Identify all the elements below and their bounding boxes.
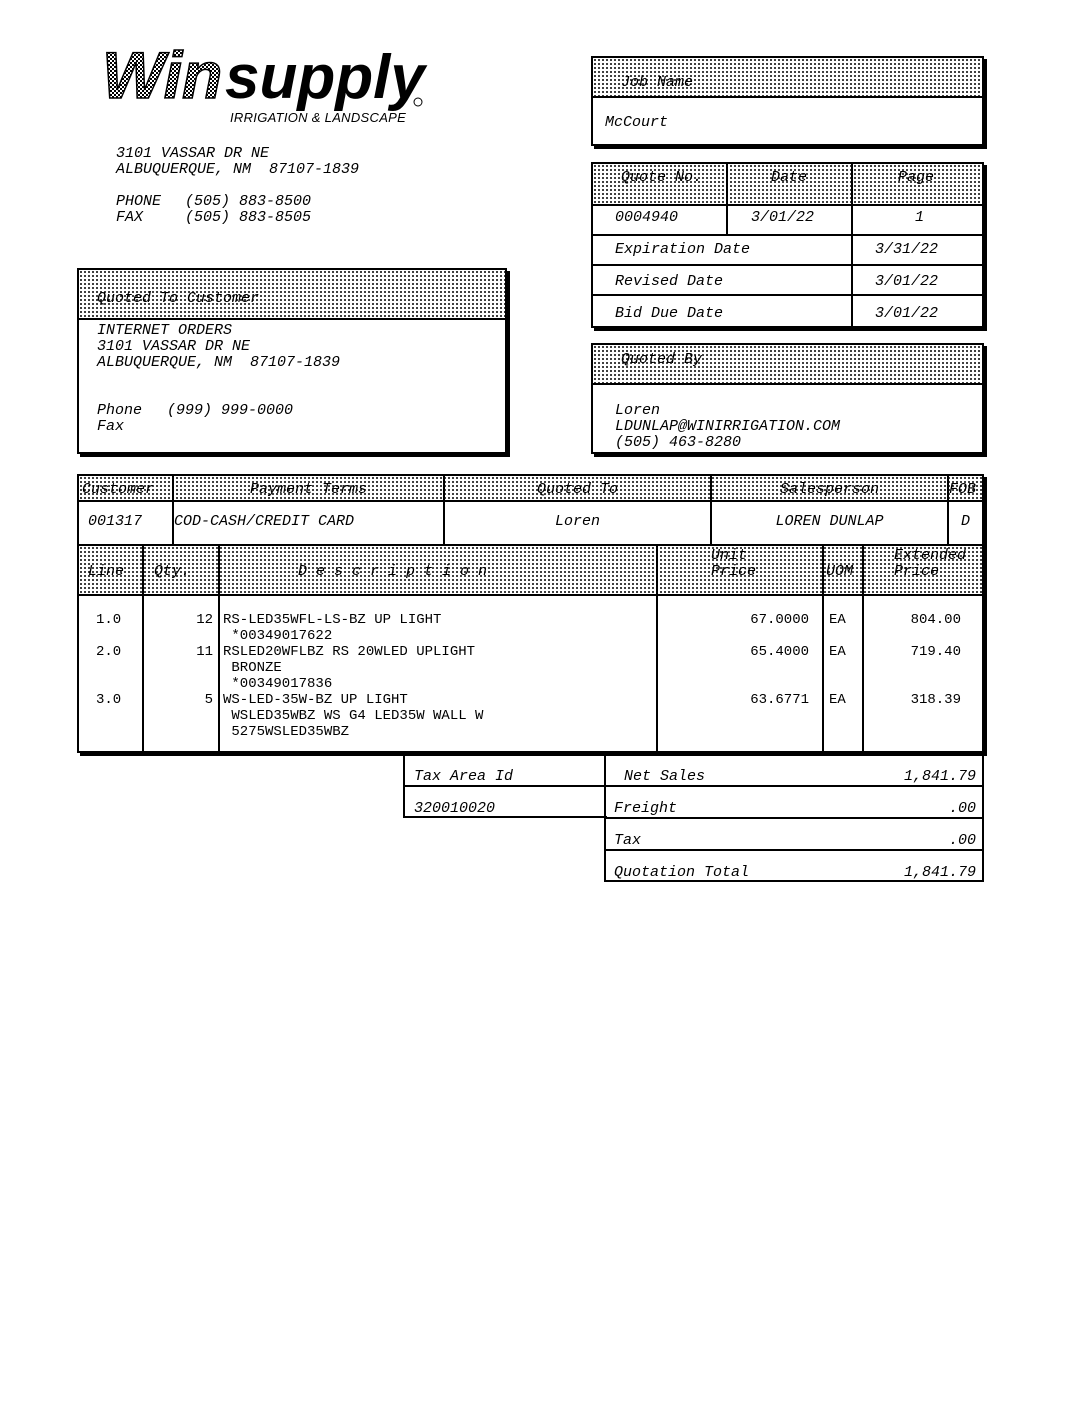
info-value-quoted-to: Loren [554, 513, 600, 530]
customer-phone-label: Phone [97, 402, 143, 419]
quotation-total-label: Quotation Total [614, 864, 750, 881]
info-header-quoted-to: Quoted To [536, 481, 618, 498]
items-header-qty: Qty. [154, 563, 191, 580]
company-fax: (505) 883-8505 [185, 209, 312, 226]
quoted-by-box [591, 343, 984, 454]
quote-no-value: 0004940 [615, 209, 679, 226]
item-1-desc-1: RS-LED35WFL-LS-BZ UP LIGHT [223, 612, 442, 628]
quoted-by-phone: (505) 463-8280 [615, 434, 742, 451]
quote-no-label: Quote No. [621, 169, 703, 186]
quoted-to-customer-label: Quoted To Customer [97, 290, 260, 307]
items-header-description: D e s c r i p t i o n [297, 563, 488, 580]
items-header-ext-price-2: Price [894, 563, 940, 580]
quote-page-value: 1 [915, 209, 925, 226]
item-2-uom: EA [829, 644, 846, 660]
expiration-label: Expiration Date [615, 241, 751, 258]
item-3-qty: 5 [204, 692, 213, 708]
tax-area-label: Tax Area Id [414, 768, 514, 785]
item-2-desc-3: *00349017836 [223, 676, 333, 692]
items-header-uom: UOM [826, 563, 854, 580]
quote-date-value: 3/01/22 [751, 209, 815, 226]
company-address-2: ALBUQUERQUE, NM 87107-1839 [116, 161, 360, 178]
info-value-salesperson: LOREN DUNLAP [775, 513, 884, 530]
item-1-desc-2: *00349017622 [223, 628, 333, 644]
quote-page-label: Page [898, 169, 935, 186]
item-1-line: 1.0 [96, 612, 122, 628]
item-2-qty: 11 [196, 644, 213, 660]
quote-info-box [591, 162, 984, 328]
customer-address-2: ALBUQUERQUE, NM 87107-1839 [97, 354, 341, 371]
item-3-desc-2: WSLED35WBZ WS G4 LED35W WALL W [223, 708, 484, 724]
item-2-line: 2.0 [96, 644, 122, 660]
freight-label: Freight [614, 800, 678, 817]
items-header-ext-price-1: Extended [894, 547, 967, 564]
customer-phone: (999) 999-0000 [167, 402, 294, 419]
item-3-desc-1: WS-LED-35W-BZ UP LIGHT [223, 692, 408, 708]
quotation-total-value: 1,841.79 [903, 864, 976, 881]
company-address-1: 3101 VASSAR DR NE [116, 145, 270, 162]
job-name-value: McCourt [605, 114, 669, 131]
company-fax-label: FAX [116, 209, 144, 226]
net-sales-value: 1,841.79 [903, 768, 976, 785]
info-value-customer: 001317 [88, 513, 143, 530]
info-header-customer: Customer [82, 481, 155, 498]
item-3-unit-price: 63.6771 [750, 692, 809, 708]
items-header-unit-price-1: Unit [711, 547, 748, 564]
item-2-ext: 719.40 [910, 644, 961, 660]
totals-box [604, 754, 984, 882]
quote-date-label: Date [771, 169, 808, 186]
item-1-uom: EA [829, 612, 846, 628]
company-phone: (505) 883-8500 [185, 193, 312, 210]
company-tagline: IRRIGATION & LANDSCAPE [230, 110, 407, 125]
items-header-unit-price-2: Price [711, 563, 757, 580]
info-header-payment-terms: Payment Terms [249, 481, 368, 498]
expiration-value: 3/31/22 [875, 241, 939, 258]
company-phone-label: PHONE [116, 193, 162, 210]
net-sales-label: Net Sales [624, 768, 706, 785]
item-2-desc-2: BRONZE [223, 660, 282, 676]
info-row-table [77, 474, 984, 546]
customer-fax-label: Fax [97, 418, 125, 435]
items-header-line: Line [88, 563, 125, 580]
line-items-table [77, 544, 984, 753]
quoted-to-customer-box [77, 268, 507, 454]
job-name-label: Job Name [621, 74, 694, 91]
tax-value: .00 [948, 832, 976, 849]
revised-value: 3/01/22 [875, 273, 939, 290]
item-2-unit-price: 65.4000 [750, 644, 809, 660]
info-value-fob: D [961, 513, 971, 530]
tax-area-value: 320010020 [414, 800, 496, 817]
svg-text:Win: Win [102, 40, 223, 112]
info-value-payment-terms: COD-CASH/CREDIT CARD [174, 513, 355, 530]
item-3-line: 3.0 [96, 692, 122, 708]
item-3-uom: EA [829, 692, 846, 708]
quoted-by-email: LDUNLAP@WINIRRIGATION.COM [615, 418, 841, 435]
customer-name: INTERNET ORDERS [97, 322, 233, 339]
item-1-ext: 804.00 [910, 612, 961, 628]
freight-value: .00 [948, 800, 976, 817]
tax-area-box [403, 754, 607, 818]
item-2-desc-1: RSLED20WFLBZ RS 20WLED UPLIGHT [223, 644, 476, 660]
quoted-by-label: Quoted By [621, 351, 703, 368]
quoted-by-name: Loren [615, 402, 661, 419]
revised-label: Revised Date [615, 273, 724, 290]
item-1-unit-price: 67.0000 [750, 612, 809, 628]
item-3-ext: 318.39 [910, 692, 961, 708]
item-1-qty: 12 [196, 612, 213, 628]
customer-address-1: 3101 VASSAR DR NE [97, 338, 251, 355]
tax-label: Tax [614, 832, 642, 849]
svg-text:supply: supply [225, 43, 425, 112]
info-header-salesperson: Salesperson [779, 481, 880, 498]
bid-due-label: Bid Due Date [615, 305, 724, 322]
job-name-box [591, 56, 984, 146]
info-header-fob: FOB [949, 481, 977, 498]
bid-due-value: 3/01/22 [875, 305, 939, 322]
item-3-desc-3: 5275WSLED35WBZ [223, 724, 350, 740]
